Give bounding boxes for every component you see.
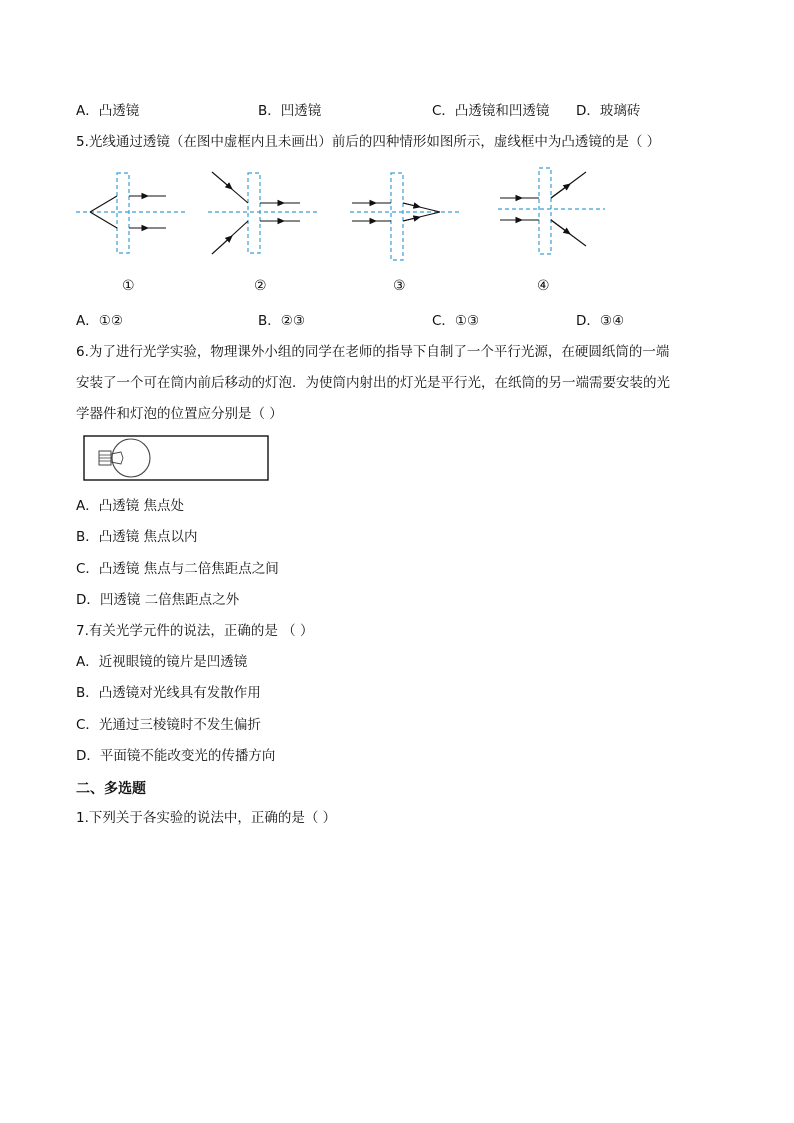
q5-option-d: D．③④ [576,313,625,329]
q6-option-c: C．凸透镜 焦点与二倍焦距点之间 [76,561,279,577]
figure-4-label: ④ [537,278,550,294]
section-title-multiple-choice: 二、多选题 [76,781,146,797]
q5-option-a: A．①② [76,313,123,329]
q6-option-b: B．凸透镜 焦点以内 [76,529,198,545]
q7-option-a: A．近视眼镜的镜片是凹透镜 [76,654,248,670]
q7-option-d: D．平面镜不能改变光的传播方向 [76,748,276,764]
q5-option-b: B．②③ [258,313,305,329]
q7-option-b: B．凸透镜对光线具有发散作用 [76,685,261,701]
lightbulb-icon [99,439,150,477]
q6-stem-line-2: 安装了一个可在筒内前后移动的灯泡．为使筒内射出的灯光是平行光，在纸筒的另一端需要安装的光 [76,375,670,391]
figure-2-diagram [208,172,318,254]
figure-3-label: ③ [393,278,406,294]
q4-option-d: D．玻璃砖 [576,103,641,119]
q5-stem: 5.光线通过透镜（在图中虚框内且未画出）前后的四种情形如图所示，虚线框中为凸透镜的是（ ） [76,134,661,150]
q6-option-d: D．凹透镜 二倍焦距点之外 [76,592,240,608]
tube-bulb-figure [83,435,273,483]
q4-option-c: C．凸透镜和凹透镜 [432,103,550,119]
mq1-stem: 1.下列关于各实验的说法中，正确的是（ ） [76,810,337,826]
figure-1-diagram [76,173,188,253]
q5-option-c: C．①③ [432,313,480,329]
figure-2-label: ② [254,278,267,294]
figure-4-diagram [498,168,605,254]
q7-option-c: C．光通过三棱镜时不发生偏折 [76,717,261,733]
q6-option-a: A．凸透镜 焦点处 [76,498,185,514]
q6-stem-line-3: 学器件和灯泡的位置应分别是（ ） [76,406,283,422]
q7-stem: 7.有关光学元件的说法，正确的是 （ ） [76,623,314,639]
figure-3-diagram [350,173,460,260]
figure-1-label: ① [122,278,135,294]
q6-stem-line-1: 6.为了进行光学实验，物理课外小组的同学在老师的指导下自制了一个平行光源，在硬圆纸筒的一端 [76,344,670,360]
q4-option-a: A．凸透镜 [76,103,140,119]
q4-option-b: B．凹透镜 [258,103,322,119]
